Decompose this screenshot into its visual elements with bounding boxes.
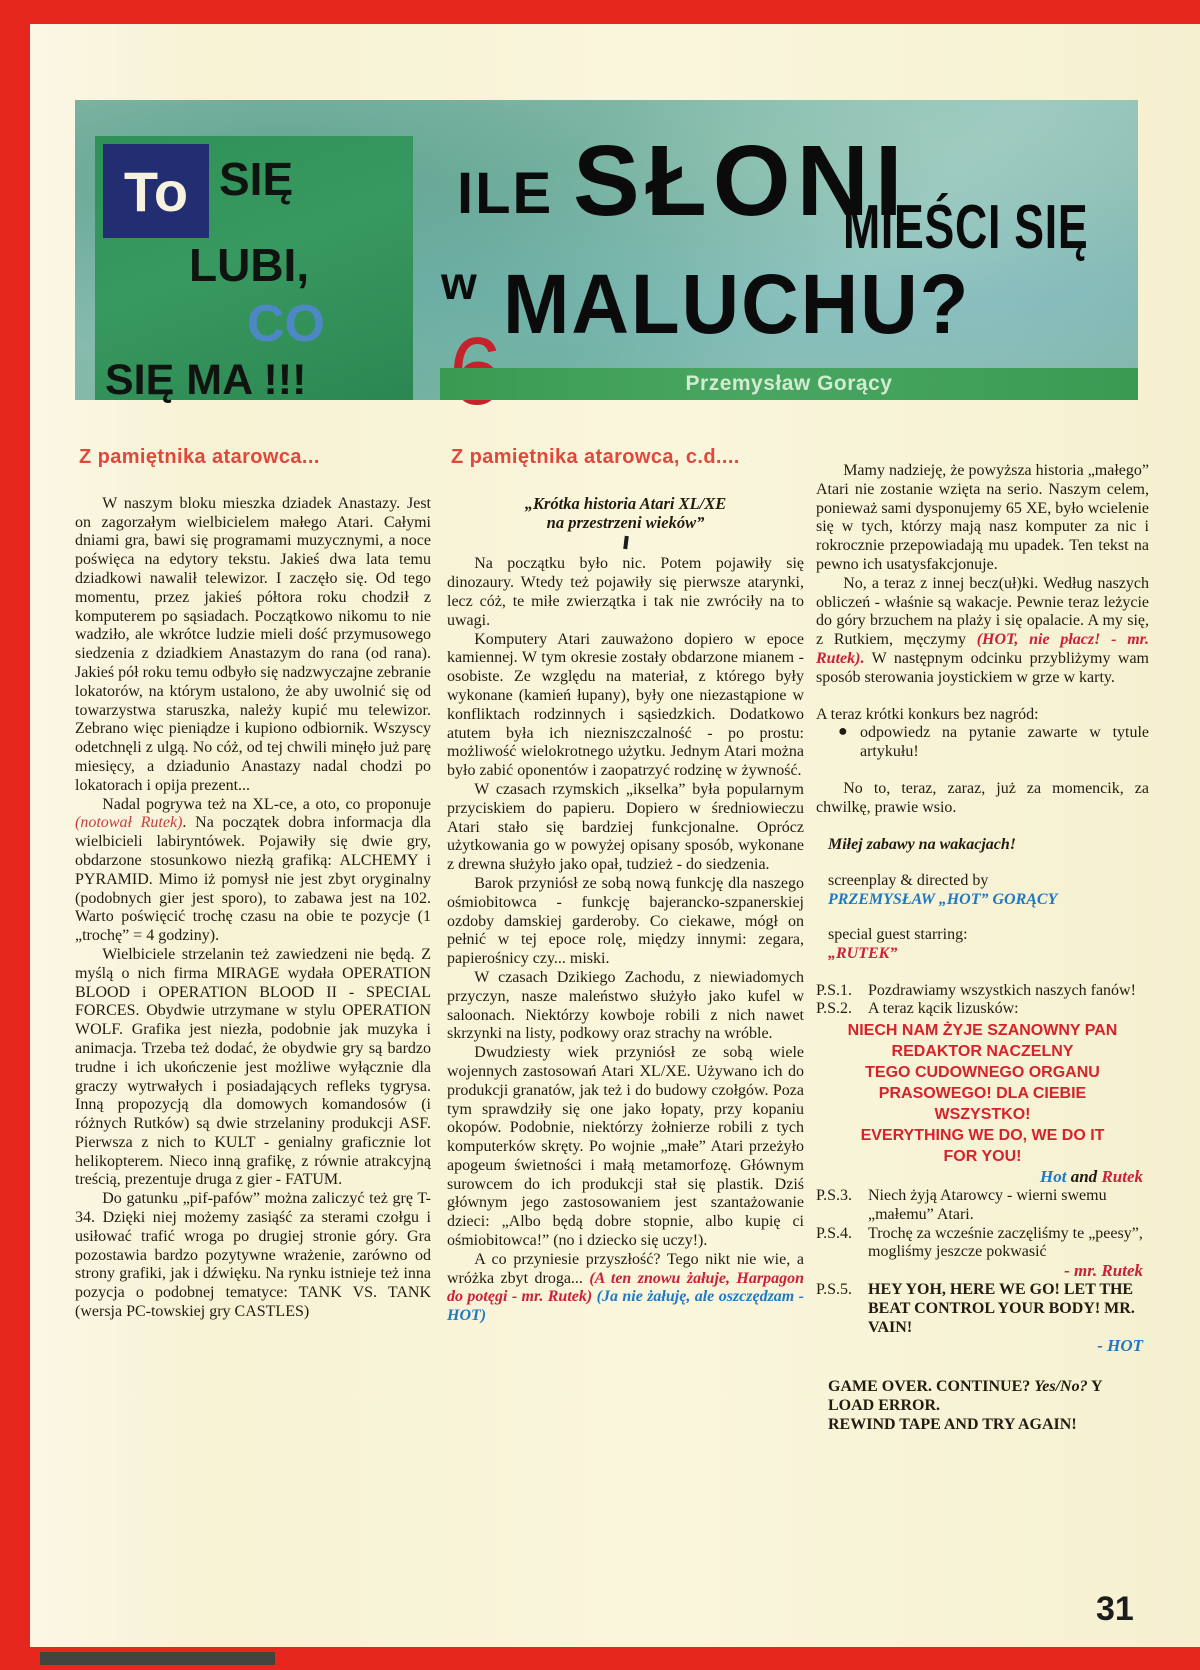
motto-badge [95,136,413,404]
red-frame-left [0,0,30,1670]
to-square [103,144,209,238]
text-run: - mr. Rutek [1064,1261,1143,1281]
text-run: Trochę za wcześnie zaczęliśmy te „peesy”, mogliśmy jeszcze pokwasić [868,1224,1143,1261]
block-ps [816,1000,1149,1019]
article-header-graphic [75,100,1138,404]
column2-heading: Z pamiętnika atarowca, c.d.... [451,446,740,468]
text-run: W następnym odcinku przybliżymy wam sposób sterowania joystickiem w grze w karty. [816,649,1149,686]
text-run: special guest starring: [828,925,968,943]
block-p [447,1044,804,1251]
block-p [447,1251,804,1326]
column1-heading: Z pamiętnika atarowca... [79,446,320,468]
center-line: „Krótka historia Atari XL/XE [524,493,727,513]
bullet-icon: ● [838,723,848,741]
red-block-line: PRASOWEGO! DLA CIEBIE [878,1085,1087,1103]
text-run: Nadal pogrywa też na XL-ce, a oto, co proponuje [102,795,431,813]
block-line [816,872,1149,891]
badge-to: To [123,159,189,223]
text-run: W czasach rzymskich „ikselka” była popularnym przyciskiem do papieru. Dopiero w średniowieczu Atari stało się bardziej funkcjonalne. Oprócz użytkowania go w powyżej opisany sposób, wykonane z drewna służyło jako opał, tudzież - do siedzenia. [447,780,804,874]
text-run: PRZEMYSŁAW „HOT” GORĄCY [828,891,1058,909]
text-run: A teraz krótki konkurs bez nagród: [816,705,1039,723]
text-run: Mamy nadzieję, że powyższa historia „małego” Atari nie zostanie wzięta na serio. Naszym celem, ponieważ sami dysponujemy 65 XE, było wcielenie się w tych, którzy mają nasz komputer za nic i rokrocznie przepowiadają mu upadek. Ten tekst na pewno ich usatysfakcjonuje. [816,462,1149,573]
page-number: 31 [1096,1590,1134,1628]
text-run: W naszym bloku mieszka dziadek Anastazy. Jest on zagorzałym wielbicielem małego Atari. Całymi dniami gra, bawi się programami muzycznymi, a noce poświęca na edytory tekstu. Jakieś dwa lata temu dziadkowi nawalił telewizor. I zaczęło się. Od tego momentu, przez jakieś półtora roku chodził z komputerem po sąsiadach. Początkowo nikomu to nie wadziło, ale wkrótce ludzie mieli dość przymusowego siedzenia z dziadkiem Anastazym do rana (od rana). Jakieś pół roku temu odbyło się nadzwyczajne zebranie lokatorów, na którym ustalono, że aby uwolnić się od towarzystwa staruszka, należy kupić mu telewizor. Zebrano więc pieniądze i kupiono odbiornik. Wszyscy odetchnęli z ulgą. No cóż, od tej chwili minęło już parę miesięcy, a dziadunio Anastazy nadal chodzi po lokatorach i opija prezent... [75,494,431,794]
text-run: Dwudziesty wiek przyniósł ze sobą wiele wojennych zastosowań Atari XL/XE. Używano ich do produkcji granatów, jak też i do budowy czołgów. Poza tym sprawdziły się one jako łopaty, przy kopaniu okopów. Podobnie, niektórzy żołnierze robili z tych komputerków skręty. Po wojnie „małe” Atari przeżyło apogeum świetności i małą metamorfozę. Głównym surowcem do ich produkcji stał się plastik. Dziś głównym jego zastosowaniem jest szantażowanie dzieci: „Albo będą dobre stopnie, albo kupię ci ośmiobitowca!” (no i dziecko się uczy!). [447,1044,804,1250]
block-p [447,969,804,1044]
block-bullet [816,724,1149,762]
center-line: na przestrzeni wieków” [546,512,705,532]
text-run: Niech żyją Atarowcy - wierni swemu „małemu” Atari. [868,1186,1107,1223]
text-run: LOAD ERROR. [828,1396,941,1414]
text-run: No, a teraz z innej becz(uł)ki. Według naszych obliczeń - właśnie są wakacje. Pewnie teraz leżycie do góry brzuchem na plaży i się opalacie. A my się, z Rutkiem, męczymy [816,574,1149,649]
text-run: HEY YOH, HERE WE GO! LET THE BEAT CONTROL YOUR BODY! MR. VAIN! [868,1280,1135,1336]
text-run: Pozdrawiamy wszystkich naszych fanów! [868,981,1136,999]
red-block-line: FOR YOU! [943,1148,1022,1166]
badge-lubi: LUBI, [189,239,310,291]
red-block-line: TEGO CUDOWNEGO ORGANU [865,1064,1100,1082]
ps-label: P.S.5. [816,1280,853,1298]
red-frame-top [0,0,1200,24]
text-run: (HOT, nie płacz! - mr. Rutek). [816,631,1149,667]
text-run: A teraz kącik lizusków: [868,1000,1019,1018]
bottom-dark-bar [40,1652,275,1665]
title-word-miesci-sie: MIEŚCI SIĘ [843,193,1089,262]
text-run: screenplay & directed by [828,872,989,890]
block-line [816,945,1149,964]
text-run: Na początku było nic. Potem pojawiły się dinozaury. Wtedy też pojawiły się pierwsze atarynki, lecz cóż, te miłe zwierzątka i tak nie zwróciły na to uwagi. [447,555,804,629]
block-ps [816,1281,1149,1337]
column-3 [816,436,1149,1434]
ps-label: P.S.2. [816,1000,853,1018]
text-run: GAME OVER. CONTINUE? [828,1378,1035,1396]
block-right [816,1262,1149,1281]
red-block-line: EVERYTHING WE DO, WE DO IT [860,1127,1105,1145]
title-word-sloni: SŁONI [573,125,909,237]
badge-co: CO [247,295,325,353]
byline-bar [440,368,1138,400]
ps-label: P.S.3. [816,1186,853,1204]
ps-label: P.S.4. [816,1224,853,1242]
text-run: Yes/No? [1034,1378,1088,1396]
text-run: REWIND TAPE AND TRY AGAIN! [828,1415,1077,1433]
block-p [447,875,804,969]
block-ps [816,1225,1149,1263]
ps-label: P.S.1. [816,981,853,999]
text-run: (Ja nie żałuję, ale oszczędzam - HOT) [447,1288,804,1325]
column-2 [447,436,804,1326]
block-p [816,575,1149,688]
text-run: Wielbiciele strzelanin też zawiedzeni nie będą. Z myślą o nich firma MIRAGE wydała OPERATION BLOOD i OPERATION BLOOD II - SPECIAL FORCES. Obydwie utrzymane w stylu OPERATION WOLF. Grafika jest niezła, podobnie jak muzyka i animacja. Trzeba też dodać, że obydwie gry są bardzo trudne i ich ukończenie jest możliwe wyłącznie dla graczy wytrwałych i posiadających refleks tygrysa. Inną propozycją dla domowych komandosów (i różnych Rutków) są dwie strzelaniny produkcji ASF. Pierwsza z nich to KULT - genialny graficznie lot helikopterem. Nieco inną grafikę, z równie atrakcyjną treścią, prezentuje druga z gier - FATUM. [75,945,431,1189]
block-p [75,495,431,796]
block-line [816,926,1149,945]
red-block-line: WSZYSTKO! [934,1106,1031,1124]
block-p [75,946,431,1190]
red-block-line: REDAKTOR NACZELNY [891,1043,1074,1061]
block-right [816,1168,1149,1187]
text-run: Barok przyniósł ze sobą nową funkcję dla naszego ośmiobitowca - funkcję bajerancko-szpanerskiej ozdoby damskiej garderoby. Co ciekawe, mógł on pełnić w tej epoce rolę, między innymi: zegara, papierośnicy czy... miski. [447,874,804,968]
text-run: W czasach Dzikiego Zachodu, z niewiadomych przyczyn, nasze maleństwo służyło jako kufel w saloonach. Niektórzy kowboje robili z nich nawet skrzynki na listy, podkowy oraz strachy na wróble. [447,968,804,1043]
block-p [447,631,804,781]
text-run: and [1066,1167,1102,1187]
block-ps [816,982,1149,1001]
text-run: Komputery Atari zauważono dopiero w epoce kamiennej. W tym okresie zostały obdarzone mianem - osobiste. Ze względu na materiał, z którego były wykonane (kamień łupany), były one niezastąpione w konfliktach rodzinnych i sąsiedzkich. Dodatkowo atutem była ich niezniszczalność - po prostu: możliwość wielokrotnego użytku. Jednym Atari można było zabić oponentów i zaopatrzyć rodzinę w żywność. [447,630,804,780]
text-run: . Na początek dobra informacja dla wielbicieli labiryntówek. Pojawiły się dwie gry, obdarzone stosunkowo niezłą grafiką: ALCHEMY i PYRAMID. Mimo iż pomysł nie jest zbyt oryginalny (podobnych gier jest sporo), to zabawa jest na 102. Warto poświęcić trochę czasu na obie te pozycje (1 „trochę” = 4 godziny). [75,814,432,945]
text-run: „RUTEK” [828,944,898,962]
title-word-maluchu: MALUCHU? [503,257,971,351]
text-run: Hot [1040,1167,1067,1187]
block-tick [623,536,629,549]
author-byline: Przemysław Gorący [685,372,893,395]
text-run: Rutek [1101,1167,1143,1187]
text-run: Y [1087,1378,1103,1396]
block-line [816,836,1149,855]
text-run: Miłej zabawy na wakacjach! [828,835,1017,853]
block-center [447,495,804,533]
text-run: Do gatunku „pif-pafów” można zaliczyć też grę T-34. Dzięki niej możemy zasiąść za sterami czołgu i usiłować trafić wroga po drugiej stronie góry. Gra pozostawia bardzo pozytywne wrażenie, zarówno od strony grafiki, jak i dźwięku. Na rynku istnieje też inna pozycja o podobnej tematyce: TANK VS. TANK (wersja PC-towskiej gry CASTLES) [75,1190,431,1321]
block-p [75,796,431,946]
block-line [816,1378,1149,1397]
block-line [816,891,1149,910]
block-p [816,706,1149,725]
text-run: No to, teraz, zaraz, już za momencik, za chwilkę, prawie wsio. [816,779,1149,816]
text-run: odpowiedz na pytanie zawarte w tytule artykułu! [860,724,1149,761]
text-run: A co przyniesie przyszłość? Tego nikt nie wie, a wróżka zbyt droga... [447,1250,804,1287]
badge-siema: SIĘ MA !!! [105,356,307,404]
block-p [75,1190,431,1322]
column-1 [75,436,431,1322]
block-ps [816,1187,1149,1225]
title-word-w: w [441,257,477,309]
block-right [816,1337,1149,1356]
block-line [816,1397,1149,1416]
red-block-line: NIECH NAM ŻYJE SZANOWNY PAN [847,1022,1118,1040]
block-p [816,462,1149,575]
text-run: - HOT [1097,1336,1143,1356]
badge-sie: SIĘ [219,153,294,205]
block-redblock [816,1020,1149,1167]
block-p [447,781,804,875]
title-word-ile: ILE [457,161,554,226]
block-p [447,555,804,630]
text-run: (notował Rutek) [75,814,183,832]
block-p [816,780,1149,818]
block-line [816,1416,1149,1435]
text-run: (A ten znowu żałuje, Harpagon do potęgi - mr. Rutek) [447,1269,804,1306]
